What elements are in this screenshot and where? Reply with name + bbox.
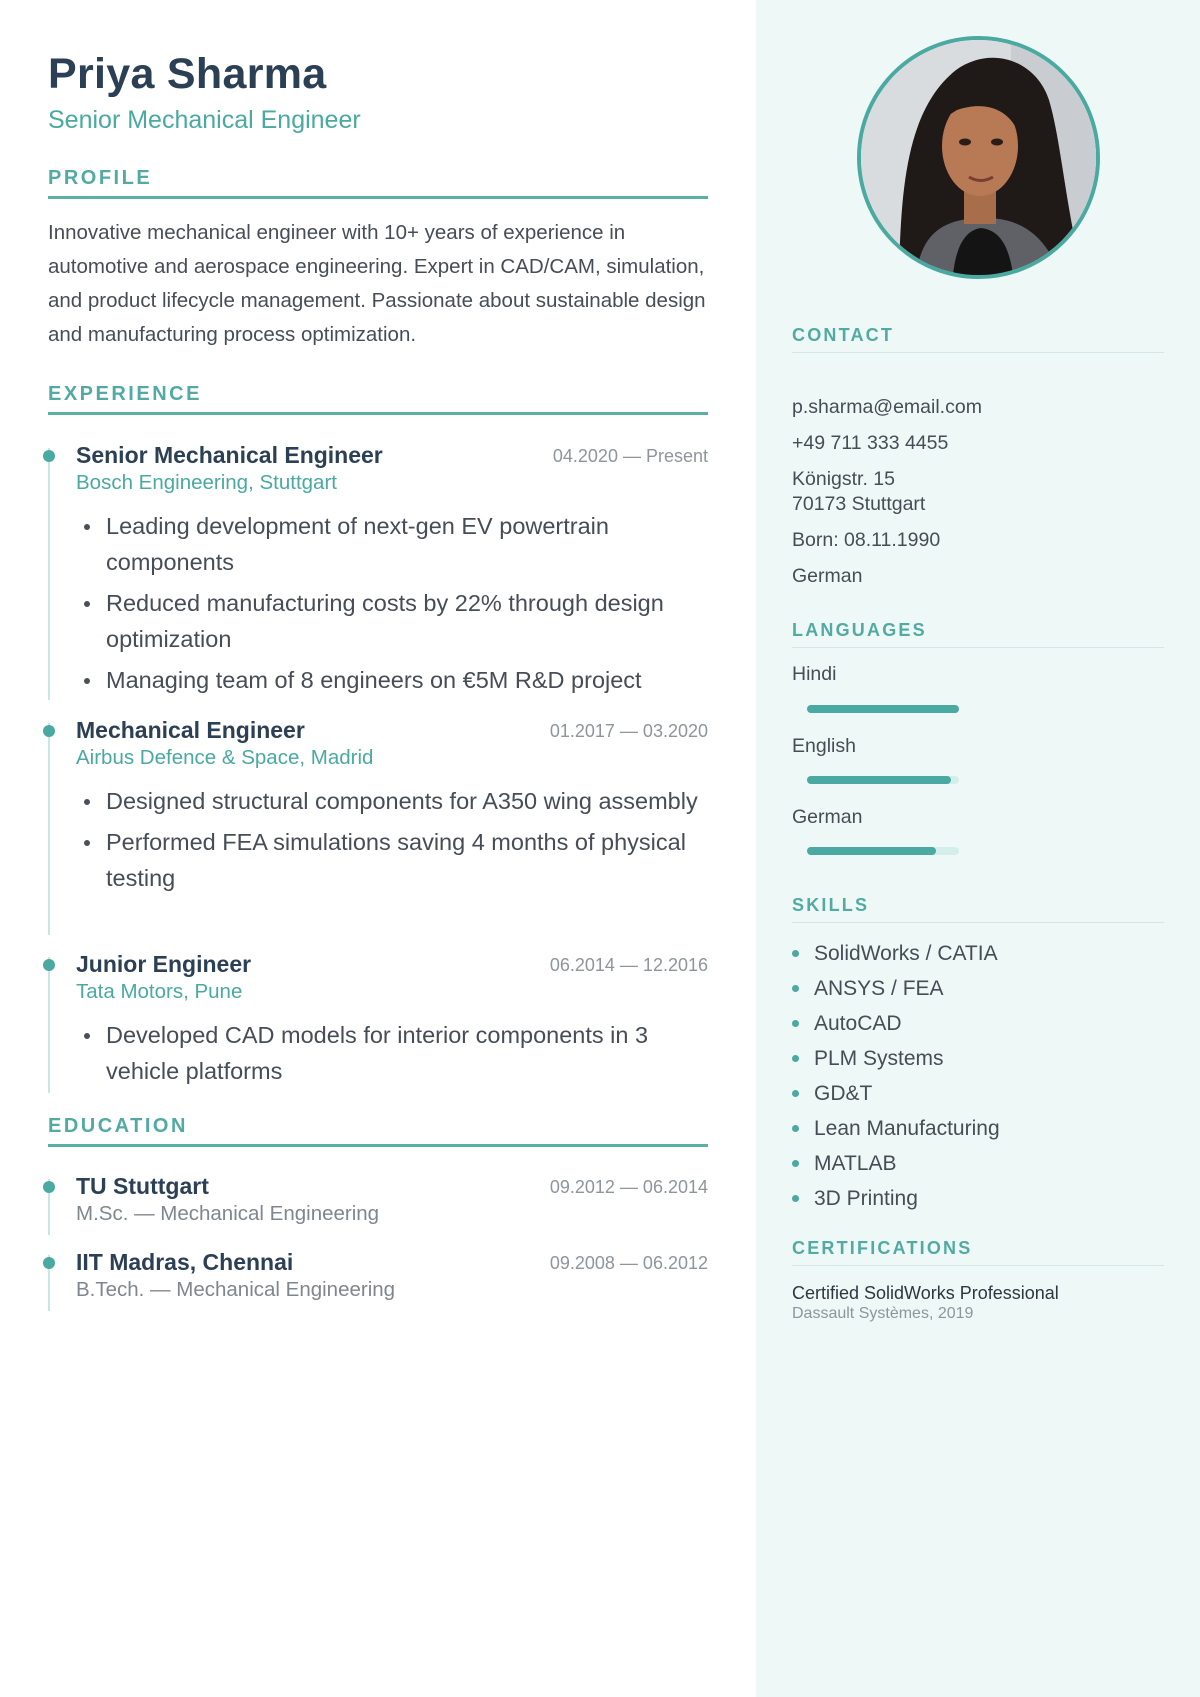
education-entry (48, 1171, 708, 1231)
education-school: IIT Madras, Chennai (76, 1249, 294, 1275)
timeline-dot (43, 1181, 55, 1193)
language-level-bar (807, 776, 959, 784)
language-level-bar (807, 705, 959, 713)
skill-item: PLM Systems (792, 1041, 1000, 1076)
skill-item: 3D Printing (792, 1181, 1000, 1216)
education-date: 09.2008 — 06.2012 (549, 1253, 708, 1273)
experience-bullet: Reduced manufacturing costs by 22% through design optimization (106, 585, 706, 657)
skill-item: MATLAB (792, 1146, 1000, 1181)
candidate-title: Senior Mechanical Engineer (48, 106, 361, 134)
timeline-dot (43, 1257, 55, 1269)
language-name: English (792, 735, 856, 757)
education-heading: EDUCATION (48, 1115, 708, 1147)
experience-entry (48, 440, 708, 696)
certification-issuer: Dassault Systèmes, 2019 (792, 1305, 974, 1322)
experience-heading: EXPERIENCE (48, 383, 708, 415)
portrait-image (861, 40, 1096, 275)
experience-bullets (106, 508, 706, 703)
timeline-dot (43, 959, 55, 971)
experience-bullet: Designed structural components for A350 wing assembly (106, 783, 706, 819)
language-level-fill (807, 705, 959, 713)
experience-date: 01.2017 — 03.2020 (549, 721, 708, 741)
skill-item: Lean Manufacturing (792, 1111, 1000, 1146)
education-date: 09.2012 — 06.2014 (549, 1177, 708, 1197)
contact-street: Königstr. 15 (792, 468, 895, 490)
certification-name: Certified SolidWorks Professional (792, 1283, 1059, 1303)
experience-company: Bosch Engineering, Stuttgart (76, 471, 337, 494)
candidate-name: Priya Sharma (48, 50, 327, 98)
contact-city: 70173 Stuttgart (792, 493, 926, 515)
experience-bullets (106, 783, 706, 901)
profile-text: Innovative mechanical engineer with 10+ years of experience in automotive and aerospace engineering. Expert in CAD/CAM, simulation, and product lifecycle management. Passionate about sustainable design and manufacturing process optimization. (48, 221, 706, 346)
profile-photo (857, 36, 1100, 279)
education-degree: B.Tech. — Mechanical Engineering (76, 1278, 396, 1301)
experience-role: Senior Mechanical Engineer (76, 442, 383, 468)
skill-item: AutoCAD (792, 1006, 1000, 1041)
experience-bullet: Leading development of next-gen EV powertrain components (106, 508, 706, 580)
skill-item: SolidWorks / CATIA (792, 936, 1000, 971)
experience-date: 06.2014 — 12.2016 (549, 955, 708, 975)
skills-heading: SKILLS (792, 895, 1164, 923)
timeline-rail (48, 448, 50, 700)
profile-heading: PROFILE (48, 167, 708, 199)
timeline-dot (43, 725, 55, 737)
timeline-rail (48, 957, 50, 1093)
experience-bullet: Performed FEA simulations saving 4 months of physical testing (106, 824, 706, 896)
experience-role: Mechanical Engineer (76, 717, 305, 743)
experience-date: 04.2020 — Present (552, 446, 708, 466)
skills-list (792, 936, 1000, 1216)
skill-item: GD&T (792, 1076, 1000, 1111)
language-level-bar (807, 847, 959, 855)
education-entry (48, 1247, 708, 1307)
experience-entry (48, 949, 708, 1089)
contact-email[interactable]: p.sharma@email.com (792, 396, 982, 418)
language-level-fill (807, 847, 936, 855)
contact-nationality: German (792, 565, 863, 587)
timeline-rail (48, 723, 50, 935)
languages-heading: LANGUAGES (792, 620, 1164, 648)
education-school: TU Stuttgart (76, 1173, 209, 1199)
experience-role: Junior Engineer (76, 951, 252, 977)
language-level-fill (807, 776, 951, 784)
experience-entry (48, 715, 708, 931)
experience-bullets (106, 1017, 706, 1094)
certifications-heading: CERTIFICATIONS (792, 1238, 1164, 1266)
timeline-dot (43, 450, 55, 462)
contact-heading: CONTACT (792, 325, 1164, 353)
language-name: German (792, 806, 863, 828)
language-name: Hindi (792, 663, 837, 685)
skill-item: ANSYS / FEA (792, 971, 1000, 1006)
experience-company: Airbus Defence & Space, Madrid (76, 746, 374, 769)
education-degree: M.Sc. — Mechanical Engineering (76, 1202, 380, 1225)
experience-company: Tata Motors, Pune (76, 980, 243, 1003)
experience-bullet: Managing team of 8 engineers on €5M R&D project (106, 662, 706, 698)
contact-born: Born: 08.11.1990 (792, 529, 941, 551)
contact-phone[interactable]: +49 711 333 4455 (792, 432, 949, 454)
experience-bullet: Developed CAD models for interior components in 3 vehicle platforms (106, 1017, 706, 1089)
